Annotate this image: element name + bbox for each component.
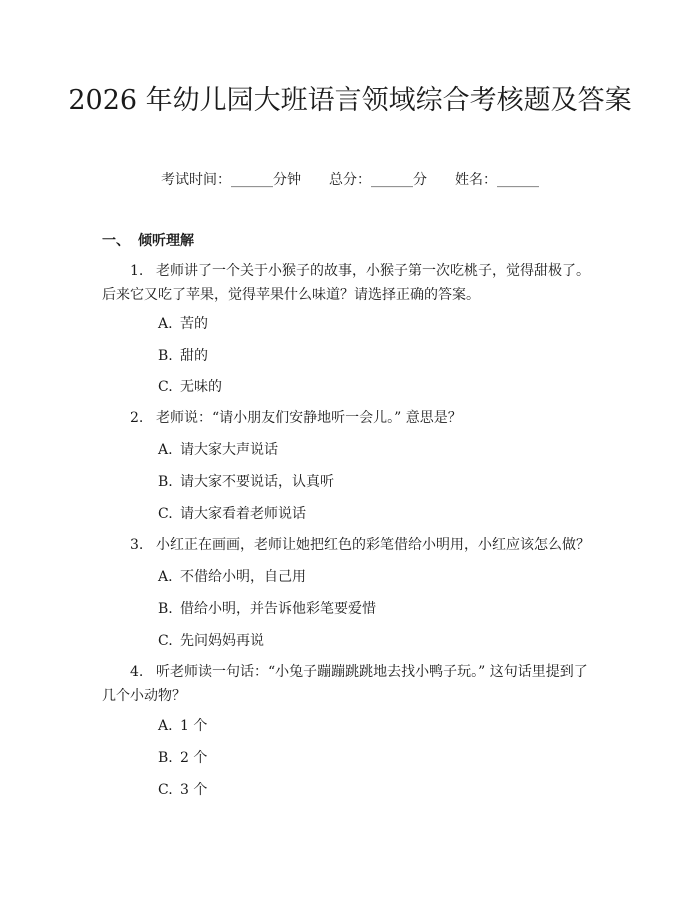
question-3-option-c: [158, 631, 264, 651]
question-4-option-b: [158, 748, 207, 768]
question-2-option-c: [158, 504, 306, 524]
section-number: 一、: [102, 233, 130, 249]
question-4-option-c: [158, 780, 207, 800]
option-letter: B.: [158, 601, 173, 617]
option-text: 不借给小明，自己用: [180, 569, 306, 585]
option-text: 先问妈妈再说: [180, 633, 264, 649]
option-text: 请大家不要说话，认真听: [180, 474, 334, 490]
option-letter: A.: [158, 718, 173, 734]
question-1-option-c: [158, 377, 222, 397]
question-number: 3.: [130, 537, 144, 553]
question-3: [102, 533, 600, 557]
total-score-field: 总分：______分: [329, 172, 427, 188]
option-letter: A.: [158, 442, 173, 458]
question-2-option-a: [158, 440, 278, 460]
page-title: 2026 年幼儿园大班语言领域综合考核题及答案: [68, 85, 632, 116]
option-text: 苦的: [180, 316, 208, 332]
option-text: 借给小明，并告诉他彩笔要爱惜: [180, 601, 376, 617]
option-letter: B.: [158, 348, 173, 364]
option-text: 甜的: [180, 348, 208, 364]
option-text: 2 个: [180, 750, 208, 766]
option-text: 请大家看着老师说话: [180, 506, 306, 522]
option-text: 请大家大声说话: [180, 442, 278, 458]
question-number: 2.: [130, 410, 144, 426]
option-letter: C.: [158, 506, 173, 522]
question-number: 1.: [130, 263, 144, 279]
name-field: 姓名：______: [455, 172, 539, 188]
question-2: [102, 406, 600, 430]
option-text: 3 个: [180, 782, 208, 798]
section-title: 倾听理解: [138, 233, 194, 249]
option-letter: B.: [158, 750, 173, 766]
option-text: 1 个: [180, 718, 208, 734]
question-1: [102, 259, 600, 307]
option-letter: A.: [158, 316, 173, 332]
question-3-option-a: [158, 567, 306, 587]
question-number: 4.: [130, 664, 144, 680]
question-4-option-a: [158, 716, 207, 736]
question-text: 听老师读一句话：“小兔子蹦蹦跳跳地去找小鸭子玩。” 这句话里提到了几个小动物？: [102, 664, 588, 704]
question-3-option-b: [158, 599, 376, 619]
option-letter: C.: [158, 782, 173, 798]
exam-info-line: [0, 170, 700, 190]
option-text: 无味的: [180, 379, 222, 395]
question-text: 老师讲了一个关于小猴子的故事，小猴子第一次吃桃子，觉得甜极了。后来它又吃了苹果，觉得苹果什么味道？请选择正确的答案。: [102, 263, 590, 303]
option-letter: C.: [158, 379, 173, 395]
question-2-option-b: [158, 472, 334, 492]
exam-time-field: 考试时间：______分钟: [161, 172, 301, 188]
question-1-option-b: [158, 346, 208, 366]
option-letter: C.: [158, 633, 173, 649]
section-heading: [102, 231, 194, 251]
question-text: 小红正在画画，老师让她把红色的彩笔借给小明用，小红应该怎么做？: [156, 537, 590, 553]
question-text: 老师说：“请小朋友们安静地听一会儿。” 意思是？: [156, 410, 462, 426]
option-letter: B.: [158, 474, 173, 490]
question-4: [102, 660, 600, 708]
question-1-option-a: [158, 314, 208, 334]
option-letter: A.: [158, 569, 173, 585]
